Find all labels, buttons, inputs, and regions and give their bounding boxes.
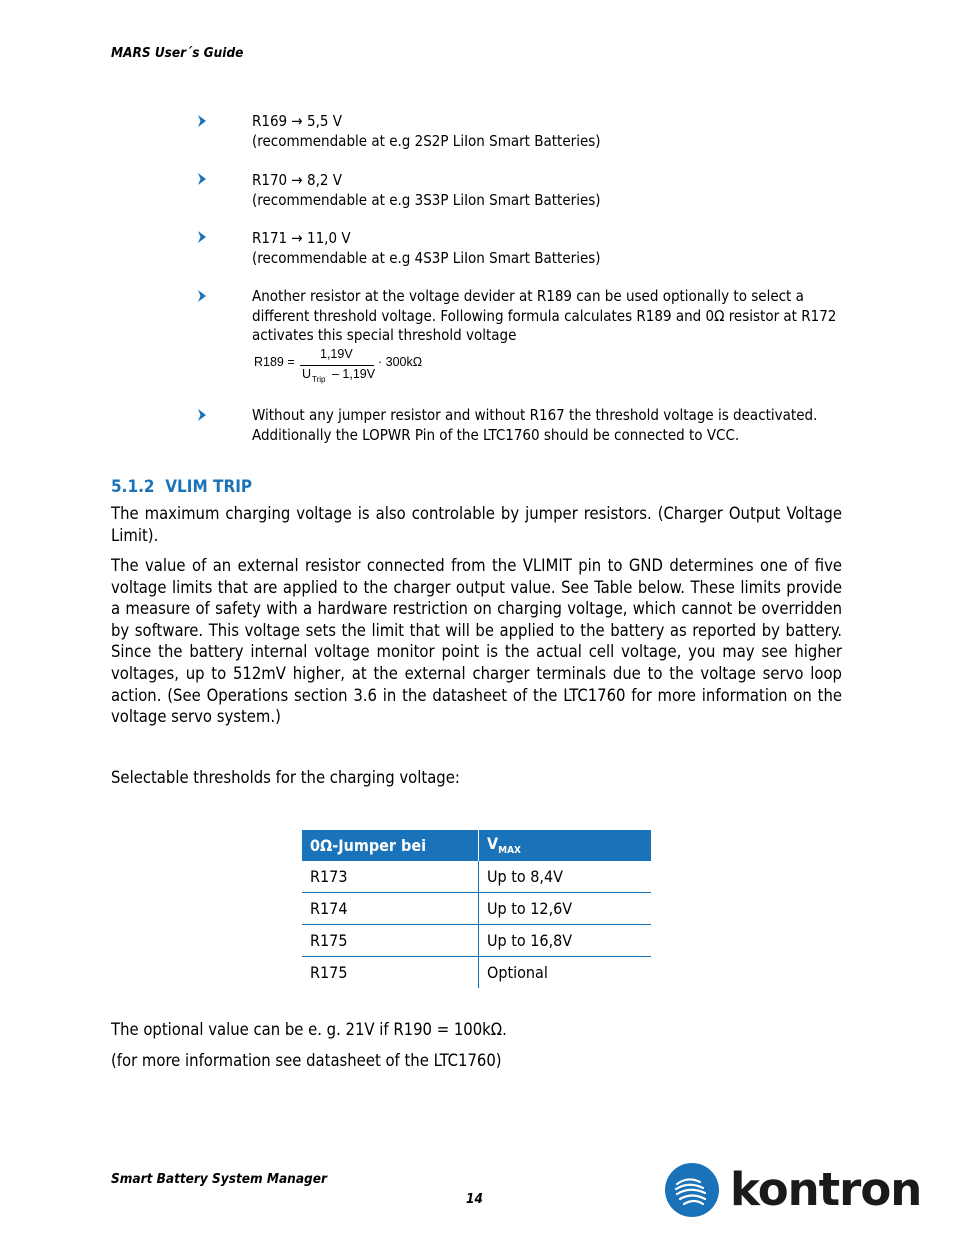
page-number: 14 <box>466 1191 483 1207</box>
fraction-bar <box>300 365 374 366</box>
kontron-logo-icon <box>664 1162 720 1218</box>
table-header-row <box>302 830 651 861</box>
formula-lhs: R189 = <box>254 355 295 369</box>
paragraph-optional-value: The optional value can be e. g. 21V if R190 = 100kΩ. <box>111 1020 507 1039</box>
formula-numerator: 1,19V <box>320 347 353 361</box>
formula-denominator-u: U <box>302 367 312 381</box>
formula-denominator-sub: Trip <box>312 375 326 384</box>
section-title: VLIM TRIP <box>165 477 253 497</box>
table-row <box>302 925 651 957</box>
voltage-threshold-table <box>302 830 651 988</box>
r189-formula <box>254 346 444 386</box>
chevron-bullet-icon <box>196 289 210 305</box>
chevron-bullet-icon <box>196 408 210 424</box>
cell-vmax: Up to 16,8V <box>479 925 652 957</box>
bullet-item-r170: R170 → 8,2 V (recommendable at e.g 3S3P LiIon Smart Batteries) <box>252 171 601 209</box>
column-header-vmax: $V_{MAX}$ <box>479 830 652 861</box>
kontron-logo-text: kontron <box>730 1163 922 1216</box>
formula-factor: · 300kΩ <box>378 355 423 369</box>
cell-vmax: Up to 12,6V <box>479 893 652 925</box>
paragraph-intro: The maximum charging voltage is also controlable by jumper resistors. (Charger Output Voltage Limit). <box>111 504 842 545</box>
cell-jumper: R174 <box>302 893 479 925</box>
cell-jumper: R175 <box>302 925 479 957</box>
formula-denominator-rest: – 1,19V <box>332 367 376 381</box>
table-row <box>302 957 651 989</box>
running-header: MARS User´s Guide <box>111 45 244 61</box>
chevron-bullet-icon <box>196 230 210 246</box>
kontron-logo <box>664 1160 934 1222</box>
section-number: 5.1.2 <box>111 477 155 497</box>
column-header-jumper: 0Ω-Jumper bei <box>302 830 479 861</box>
table-row <box>302 861 651 893</box>
cell-jumper: R173 <box>302 861 479 893</box>
section-heading <box>111 477 252 497</box>
cell-vmax: Optional <box>487 963 548 982</box>
cell-vmax: Up to 8,4V <box>479 861 652 893</box>
chevron-bullet-icon <box>196 114 210 130</box>
bullet-item-no-jumper: Without any jumper resistor and without R167 the threshold voltage is deactivated. Additionally the LOPWR Pin of the LTC1760 should be connected to VCC. <box>252 406 818 444</box>
footer-doc-title: Smart Battery System Manager <box>111 1171 327 1187</box>
bullet-item-r169: R169 → 5,5 V (recommendable at e.g 2S2P LiIon Smart Batteries) <box>252 112 601 150</box>
bullet-item-r189: Another resistor at the voltage devider at R189 can be used optionally to select a different threshold voltage. Following formula calculates R189 and 0Ω resistor at R172 activates this special threshold voltage <box>252 287 837 345</box>
bullet-item-r171: R171 → 11,0 V (recommendable at e.g 4S3P LiIon Smart Batteries) <box>252 229 601 267</box>
table-row <box>302 893 651 925</box>
cell-jumper: R175 <box>302 957 479 989</box>
paragraph-vlimit: The value of an external resistor connected from the VLIMIT pin to GND determines one of five voltage limits that are applied to the charger output value. See Table below. These limits provide a measure of safety with a hardware restriction on charging voltage, which cannot be overridden by software. This voltage sets the limit that will be applied to the battery as reported by battery. Since the battery internal voltage monitor point is the actual cell voltage, you may see higher voltages, up to 512mV higher, at the external charger terminals due to the voltage servo loop action. (See Operations section 3.6 in the datasheet of the LTC1760 for more information on the voltage servo system.) <box>111 556 842 727</box>
chevron-bullet-icon <box>196 172 210 188</box>
paragraph-table-caption: Selectable thresholds for the charging voltage: <box>111 768 460 787</box>
paragraph-datasheet-note: (for more information see datasheet of the LTC1760) <box>111 1051 502 1070</box>
